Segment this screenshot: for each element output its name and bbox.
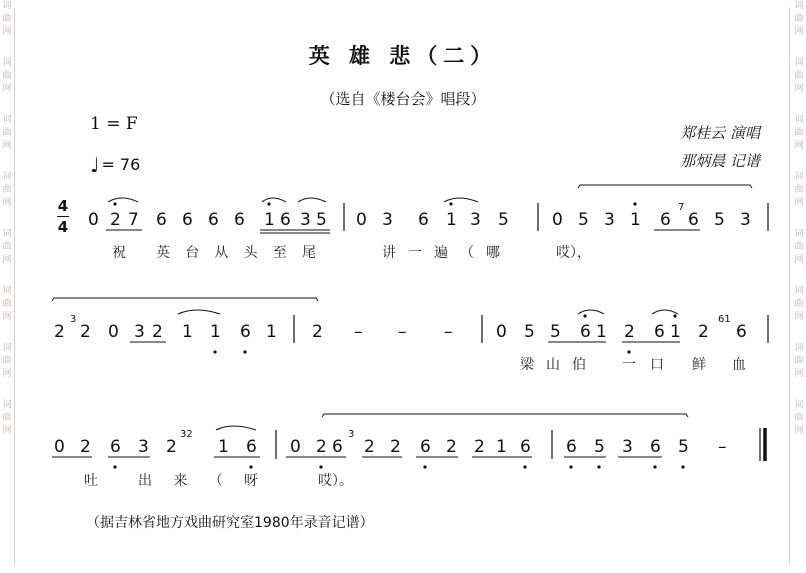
lyric: 哎）， <box>556 245 591 261</box>
note: – <box>444 322 453 342</box>
grace-note: 32 <box>180 429 193 440</box>
lyric: 一口 <box>622 357 664 373</box>
note: 1 <box>670 322 681 342</box>
score-line-3 <box>52 414 765 489</box>
note: 0 <box>290 437 301 457</box>
note: 1 <box>630 210 641 230</box>
note: 6 <box>280 210 291 230</box>
note: 5 <box>316 210 327 230</box>
singer-credit: 郑桂云 演唱 <box>680 124 760 142</box>
song-subtitle: （选自《楼台会》唱段） <box>320 90 486 108</box>
score-line-1 <box>88 185 768 261</box>
lyric: 英台从头至尾 <box>156 245 316 261</box>
key-signature: 1 = F <box>90 114 138 134</box>
note: 3 <box>134 322 145 342</box>
note: 6 <box>650 437 661 457</box>
song-title: 英 雄 悲（二） <box>308 44 498 68</box>
note: 2 <box>312 322 323 342</box>
note: 2 <box>390 437 401 457</box>
lyric: 吐 <box>84 473 98 489</box>
note: 2 <box>474 437 485 457</box>
note: 2 <box>316 437 327 457</box>
note: 5 <box>678 437 689 457</box>
note: 6 <box>156 210 167 230</box>
note: 2 <box>624 322 635 342</box>
lyric: 血 <box>732 357 746 373</box>
note: 0 <box>54 437 65 457</box>
time-signature-top: 4 <box>57 197 69 215</box>
note: 1 <box>446 210 457 230</box>
grace-note: 3 <box>348 429 355 440</box>
note: – <box>398 322 407 342</box>
note: 6 <box>418 210 429 230</box>
note: 1 <box>266 322 277 342</box>
note: 7 <box>128 210 139 230</box>
note: 5 <box>498 210 509 230</box>
note: 6 <box>182 210 193 230</box>
note: 2 <box>54 322 65 342</box>
note: 2 <box>698 322 709 342</box>
note: 5 <box>594 437 605 457</box>
note: 5 <box>524 322 535 342</box>
note: 6 <box>420 437 431 457</box>
lyric: 梁山伯 <box>520 357 586 373</box>
note: 6 <box>654 322 665 342</box>
note: – <box>718 437 727 457</box>
note: 6 <box>736 322 747 342</box>
lyric: 出来（呀 <box>138 473 258 489</box>
note: 6 <box>566 437 577 457</box>
note: 3 <box>740 210 751 230</box>
note: 3 <box>622 437 633 457</box>
note: 6 <box>110 437 121 457</box>
note: 1 <box>218 437 229 457</box>
note: 2 <box>110 210 121 230</box>
quarter-note-icon: ♩ <box>90 153 100 177</box>
note: 6 <box>246 437 257 457</box>
note: 6 <box>688 210 699 230</box>
note: 3 <box>138 437 149 457</box>
note: 5 <box>550 322 561 342</box>
note: 0 <box>552 210 563 230</box>
lyric: 祝 <box>112 245 126 261</box>
note: 0 <box>88 210 99 230</box>
note: 0 <box>108 322 119 342</box>
note: 3 <box>382 210 393 230</box>
note: 5 <box>578 210 589 230</box>
grace-note: 7 <box>678 202 685 213</box>
note: 1 <box>496 437 507 457</box>
grace-note: 3 <box>70 314 77 325</box>
note: – <box>354 322 363 342</box>
note: 6 <box>580 322 591 342</box>
note: 2 <box>364 437 375 457</box>
note: 2 <box>166 437 177 457</box>
note: 6 <box>208 210 219 230</box>
note: 5 <box>714 210 725 230</box>
note: 6 <box>332 437 343 457</box>
note: 6 <box>660 210 671 230</box>
note: 1 <box>182 322 193 342</box>
note: 6 <box>240 322 251 342</box>
transcriber-credit: 那炳晨 记谱 <box>680 152 760 170</box>
note: 2 <box>80 437 91 457</box>
source-note: （据吉林省地方戏曲研究室1980年录音记谱） <box>86 515 374 531</box>
note: 2 <box>80 322 91 342</box>
lyric: 讲一遍（哪 <box>382 245 500 261</box>
lyric: 鲜 <box>692 357 706 373</box>
note: 1 <box>596 322 607 342</box>
lyric: 哎）。 <box>318 473 353 489</box>
time-signature-bottom: 4 <box>57 218 69 236</box>
note: 2 <box>446 437 457 457</box>
note: 1 <box>210 322 221 342</box>
score-line-2 <box>52 298 768 373</box>
watermark-left: 词 曲 网 词 曲 网 词 曲 网 词 曲 网 词 曲 网 词 曲 网 词 曲 网 词 曲 网 <box>2 1 12 436</box>
note: 6 <box>520 437 531 457</box>
note: 0 <box>356 210 367 230</box>
note: 0 <box>496 322 507 342</box>
note: 6 <box>234 210 245 230</box>
note: 2 <box>152 322 163 342</box>
note: 3 <box>604 210 615 230</box>
note: 1 <box>264 210 275 230</box>
grace-note: 61 <box>718 314 731 325</box>
note: 3 <box>470 210 481 230</box>
note: 3 <box>300 210 311 230</box>
tempo-value: = 76 <box>101 155 141 174</box>
watermark-right: 词 曲 网 词 曲 网 词 曲 网 词 曲 网 词 曲 网 词 曲 网 词 曲 网 词 曲 网 <box>794 1 804 436</box>
